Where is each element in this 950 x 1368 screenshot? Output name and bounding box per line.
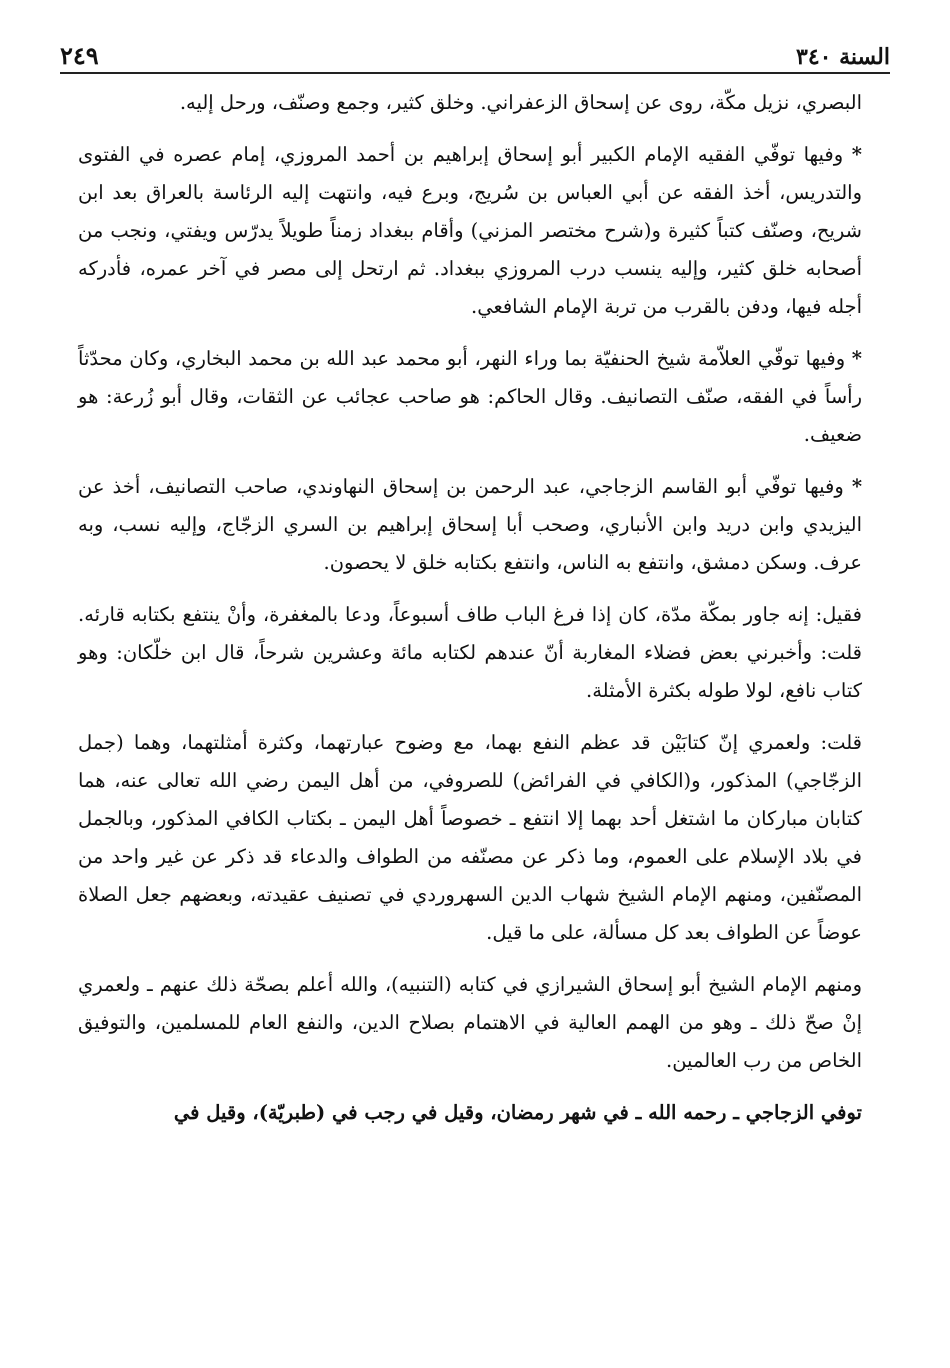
paragraph-text: ومنهم الإمام الشيخ أبو إسحاق الشيرازي في كتابه (التنبيه)، والله أعلم بصحّة ذلك عنهم ـ ولعمري إنْ صحّ ذلك ـ وهو من الهمم العالية في الاهتمام بصلاح الدين، والنفع العام للمسلمين، والتوفيق الخاص من رب العالمين.	[78, 973, 862, 1072]
entry-marker: *	[851, 143, 862, 166]
page-number: ٢٤٩	[60, 41, 99, 70]
paragraph	[78, 84, 862, 122]
paragraph	[78, 136, 862, 326]
paragraph-text: فقيل: إنه جاور بمكّة مدّة، كان إذا فرغ الباب طاف أسبوعاً، ودعا بالمغفرة، وأنْ ينتفع بكتابه قارئه. قلت: وأخبرني بعض فضلاء المغاربة أنّ عندهم لكتابه مائة وعشرين شرحاً، قال ابن خلّكان: وهو كتاب نافع، لولا طوله بكثرة الأمثلة.	[78, 603, 862, 702]
paragraph	[78, 724, 862, 952]
running-head: السنة ٣٤٠	[796, 44, 890, 70]
page-body	[78, 84, 862, 1132]
entry-marker: *	[851, 347, 862, 370]
paragraph-text: البصري، نزيل مكّة، روى عن إسحاق الزعفراني. وخلق كثير، وجمع وصنّف، ورحل إليه.	[179, 91, 862, 114]
entry-marker: *	[851, 475, 863, 498]
paragraph-text: قلت: ولعمري إنّ كتابَيْن قد عظم النفع بهما، مع وضوح عبارتهما، وكثرة أمثلتهما، وهما (جمل الزجّاجي) المذكور، و(الكافي في الفرائض) للصروفي، من أهل اليمن رضي الله تعالى عنه، هما كتابان مباركان ما اشتغل أحد بهما إلا انتفع ـ خصوصاً أهل اليمن ـ بكتاب الكافي المذكور، وبالجمل في بلاد الإسلام على العموم، وما ذكر عن مصنّفه من الطواف والدعاء قد ذكر عن غير واحد من المصنّفين، ومنهم الإمام الشيخ شهاب الدين السهروردي في تصنيف عقيدته، وبعضهم جعل الصلاة عوضاً عن الطواف بعد كل مسألة، على ما قيل.	[78, 731, 862, 944]
paragraph	[78, 966, 862, 1080]
page-header	[60, 30, 890, 74]
paragraph-text: وفيها توفّي الفقيه الإمام الكبير أبو إسحاق إبراهيم بن أحمد المروزي، إمام عصره في الفتوى والتدريس، أخذ الفقه عن أبي العباس بن سُريج، وبرع فيه، وانتهت إليه الرئاسة بالعراق بعد ابن شريح، وصنّف كتباً كثيرة و(شرح مختصر المزني) وأقام ببغداد زمناً طويلاً يدرّس ويفتي، ونجب من أصحابه خلق كثير، وإليه ينسب درب المروزي ببغداد. ثم ارتحل إلى مصر في آخر عمره، فأدركه أجله فيها، ودفن بالقرب من تربة الإمام الشافعي.	[78, 143, 862, 318]
paragraph-text: توفي الزجاجي ـ رحمه الله ـ في شهر رمضان، وقيل في رجب في (طبريّة)، وقيل في	[173, 1101, 862, 1124]
paragraph	[78, 1094, 862, 1132]
paragraph	[78, 340, 862, 454]
paragraph-text: وفيها توفّي العلاّمة شيخ الحنفيّة بما وراء النهر، أبو محمد عبد الله بن محمد البخاري، وكان محدّثاً رأساً في الفقه، صنّف التصانيف. وقال الحاكم: هو صاحب عجائب عن الثقات، وقال أبو زُرعة: هو ضعيف.	[78, 347, 862, 446]
paragraph	[78, 468, 862, 582]
paragraph-text: وفيها توفّي أبو القاسم الزجاجي، عبد الرحمن بن إسحاق النهاوندي، صاحب التصانيف، أخذ عن اليزيدي وابن دريد وابن الأنباري، وصحب أبا إسحاق إبراهيم بن السري الزجّاج، وإليه نسب، وبه عرف. وسكن دمشق، وانتفع به الناس، وانتفع بكتابه خلق لا يحصون.	[78, 475, 862, 574]
paragraph	[78, 596, 862, 710]
